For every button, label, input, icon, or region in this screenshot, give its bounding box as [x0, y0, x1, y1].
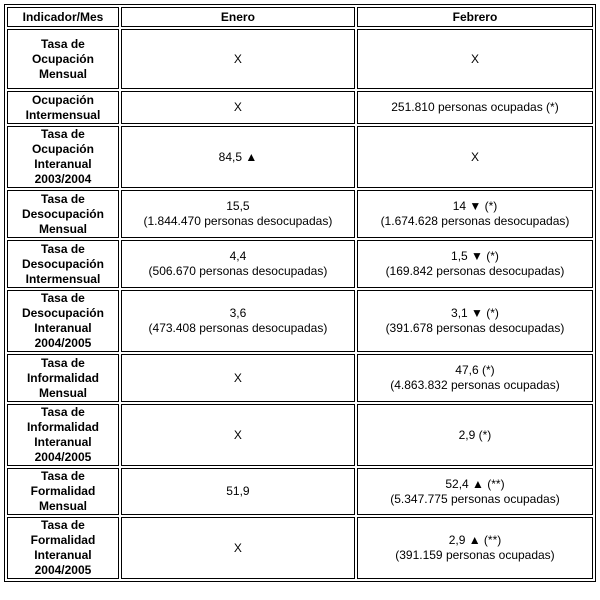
indicator-cell-line: 2004/2005: [34, 563, 92, 577]
febrero-cell: [357, 91, 593, 124]
enero-cell: [121, 354, 355, 402]
enero-cell-line: X: [233, 370, 242, 385]
febrero-cell-line: 2,9 (*): [458, 427, 492, 442]
enero-cell-line: (473.408 personas desocupadas): [148, 321, 328, 335]
febrero-cell-line: X: [470, 149, 479, 164]
header-indicator: Indicador/Mes: [7, 7, 119, 27]
enero-cell-line: (506.670 personas desocupadas): [148, 264, 328, 278]
febrero-cell: [357, 404, 593, 466]
indicator-cell-line: Ocupación: [31, 51, 94, 66]
indicator-cell-line: Desocupación: [21, 306, 104, 320]
febrero-cell-line: (4.863.832 personas ocupadas): [390, 378, 560, 392]
febrero-cell-line: 14 ▼ (*): [452, 199, 498, 213]
enero-cell: [121, 91, 355, 124]
indicator-cell: [7, 91, 119, 124]
indicator-cell-line: Mensual: [38, 221, 87, 236]
indicator-cell-line: Intermensual: [25, 107, 101, 122]
febrero-cell-line: 47,6 (*): [455, 363, 495, 377]
indicator-cell-line: Interanual: [34, 321, 92, 335]
febrero-cell: [357, 468, 593, 515]
febrero-cell-line: 3,1 ▼ (*): [451, 306, 499, 320]
indicator-cell-line: Interanual: [34, 548, 92, 562]
enero-cell-line: 3,6: [229, 306, 247, 320]
enero-cell: [121, 404, 355, 466]
febrero-cell: [357, 29, 593, 89]
febrero-cell-line: 1,5 ▼ (*): [451, 249, 499, 263]
indicator-cell-line: Desocupación: [21, 256, 104, 271]
enero-cell: [121, 29, 355, 89]
table-body: [7, 29, 593, 579]
table-row: [7, 91, 593, 124]
indicator-cell: [7, 517, 119, 579]
indicator-cell: [7, 190, 119, 238]
febrero-cell-line: X: [470, 51, 479, 66]
indicator-cell-line: Tasa de: [41, 127, 85, 141]
enero-cell-line: 15,5: [226, 199, 250, 213]
febrero-cell: [357, 190, 593, 238]
enero-cell: [121, 290, 355, 352]
table-row: [7, 126, 593, 188]
febrero-cell: [357, 126, 593, 188]
febrero-cell: [357, 240, 593, 288]
indicator-cell: [7, 354, 119, 402]
indicator-cell-line: Tasa de: [41, 291, 85, 305]
febrero-cell: [357, 354, 593, 402]
indicators-table: [4, 4, 596, 582]
indicator-cell-line: Mensual: [38, 499, 87, 513]
enero-cell-line: X: [233, 51, 242, 66]
febrero-cell-line: (5.347.775 personas ocupadas): [390, 491, 560, 506]
indicator-cell-line: Informalidad: [26, 420, 99, 434]
enero-cell: [121, 190, 355, 238]
indicator-cell-line: Ocupación: [31, 142, 94, 156]
indicator-cell-line: Tasa de: [41, 355, 85, 370]
indicator-cell-line: Mensual: [38, 385, 87, 400]
enero-cell: [121, 517, 355, 579]
indicator-cell-line: Tasa de: [41, 241, 85, 256]
indicator-cell-line: Tasa de: [41, 405, 85, 419]
indicator-cell-line: Interanual: [34, 435, 92, 449]
table-row: [7, 517, 593, 579]
enero-cell-line: 84,5 ▲: [218, 149, 258, 164]
indicator-cell-line: Tasa de: [41, 469, 85, 483]
table-row: [7, 190, 593, 238]
indicator-cell-line: 2004/2005: [34, 336, 92, 350]
indicator-cell: [7, 240, 119, 288]
febrero-cell-line: (391.678 personas desocupadas): [385, 321, 565, 335]
indicator-cell-line: Tasa de: [41, 36, 85, 51]
indicator-cell-line: 2003/2004: [34, 172, 92, 186]
enero-cell: [121, 468, 355, 515]
indicator-cell: [7, 290, 119, 352]
enero-cell: [121, 126, 355, 188]
header-row: [7, 7, 593, 27]
indicator-cell: [7, 29, 119, 89]
indicator-cell-line: Mensual: [38, 66, 87, 81]
table-row: [7, 404, 593, 466]
indicator-cell: [7, 404, 119, 466]
enero-cell-line: X: [233, 427, 242, 442]
febrero-cell-line: (1.674.628 personas desocupadas): [380, 214, 570, 228]
indicator-cell-line: Tasa de: [41, 518, 85, 532]
header-enero: Enero: [121, 7, 355, 27]
indicator-cell-line: Ocupación: [31, 92, 94, 107]
enero-cell-line: 51,9: [226, 484, 250, 498]
enero-cell-line: 4,4: [229, 249, 247, 263]
enero-cell: [121, 240, 355, 288]
febrero-cell-line: 251.810 personas ocupadas (*): [391, 100, 559, 114]
febrero-cell-line: 52,4 ▲ (**): [445, 476, 505, 491]
indicator-cell-line: Informalidad: [26, 370, 99, 385]
febrero-cell-line: 2,9 ▲ (**): [448, 533, 502, 547]
indicator-cell: [7, 468, 119, 515]
indicator-cell-line: Formalidad: [30, 533, 96, 547]
table-row: [7, 468, 593, 515]
indicator-cell-line: Desocupación: [21, 206, 104, 221]
febrero-cell-line: (391.159 personas ocupadas): [395, 548, 555, 562]
enero-cell-line: X: [233, 100, 242, 114]
table-row: [7, 240, 593, 288]
febrero-cell: [357, 517, 593, 579]
indicator-cell-line: Interanual: [34, 157, 92, 171]
indicators-table-container: [4, 4, 596, 582]
header-febrero: Febrero: [357, 7, 593, 27]
febrero-cell-line: (169.842 personas desocupadas): [385, 264, 565, 278]
enero-cell-line: X: [233, 540, 242, 555]
indicator-cell-line: 2004/2005: [34, 450, 92, 464]
table-row: [7, 290, 593, 352]
enero-cell-line: (1.844.470 personas desocupadas): [143, 214, 333, 228]
indicator-cell-line: Tasa de: [41, 191, 85, 206]
febrero-cell: [357, 290, 593, 352]
table-row: [7, 29, 593, 89]
indicator-cell-line: Formalidad: [30, 484, 96, 498]
table-row: [7, 354, 593, 402]
indicator-cell-line: Intermensual: [25, 271, 101, 286]
indicator-cell: [7, 126, 119, 188]
